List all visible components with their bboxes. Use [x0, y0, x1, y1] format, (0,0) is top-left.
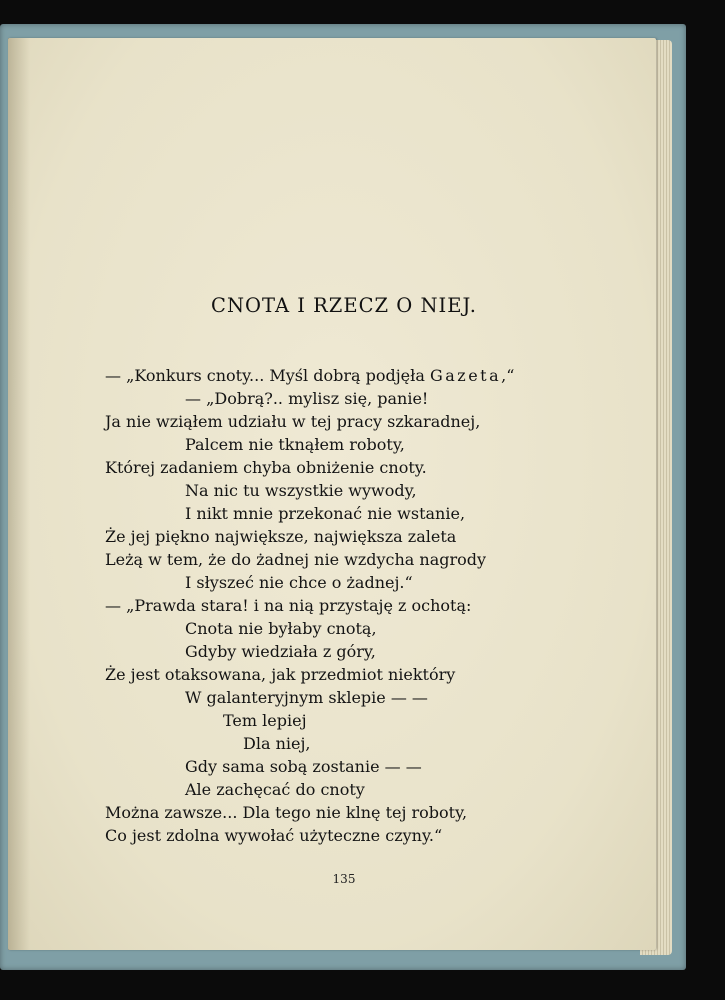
book-page — [8, 38, 656, 950]
poem-body — [105, 364, 625, 847]
page-number: 135 — [332, 872, 356, 886]
poem-line: I słyszeć nie chce o żadnej.“ — [185, 573, 413, 592]
poem-line: Że jest otaksowana, jak przedmiot niektóry — [105, 665, 456, 684]
poem-line: Ja nie wziąłem udziału w tej pracy szkaradnej, — [105, 412, 481, 431]
letterspaced-word: Gazeta — [429, 366, 502, 385]
poem-title: CNOTA I RZECZ O NIEJ. — [211, 294, 477, 317]
poem-line: Można zawsze... Dla tego nie klnę tej roboty, — [105, 803, 468, 822]
poem-line: — „Prawda stara! i na nią przystaję z ochotą: — [105, 596, 472, 615]
poem-line: Na nic tu wszystkie wywody, — [185, 481, 417, 500]
poem-line: Że jej piękno największe, największa zaleta — [105, 527, 457, 546]
poem-line: Palcem nie tknąłem roboty, — [185, 435, 405, 454]
poem-line: Ale zachęcać do cnoty — [185, 780, 365, 799]
poem-line-text: ,“ — [501, 366, 515, 385]
page-gutter — [8, 38, 30, 950]
poem-line: W galanteryjnym sklepie — — — [185, 688, 428, 707]
poem-line: I nikt mnie przekonać nie wstanie, — [185, 504, 466, 523]
poem-line: Dla niej, — [243, 734, 311, 753]
poem-line: Gdy sama sobą zostanie — — — [185, 757, 422, 776]
poem-line: Co jest zdolna wywołać użyteczne czyny.“ — [105, 826, 443, 845]
poem-line: Leżą w tem, że do żadnej nie wzdycha nagrody — [105, 550, 487, 569]
poem-line: Gdyby wiedziała z góry, — [185, 642, 376, 661]
poem-line: — „Dobrą?.. mylisz się, panie! — [185, 389, 429, 408]
poem-line: Której zadaniem chyba obniżenie cnoty. — [105, 458, 427, 477]
poem-line — [105, 364, 625, 387]
poem-line-text: — „Konkurs cnoty... Myśl dobrą podjęła — [105, 366, 430, 385]
poem-line: Tem lepiej — [223, 711, 307, 730]
poem-line: Cnota nie byłaby cnotą, — [185, 619, 377, 638]
